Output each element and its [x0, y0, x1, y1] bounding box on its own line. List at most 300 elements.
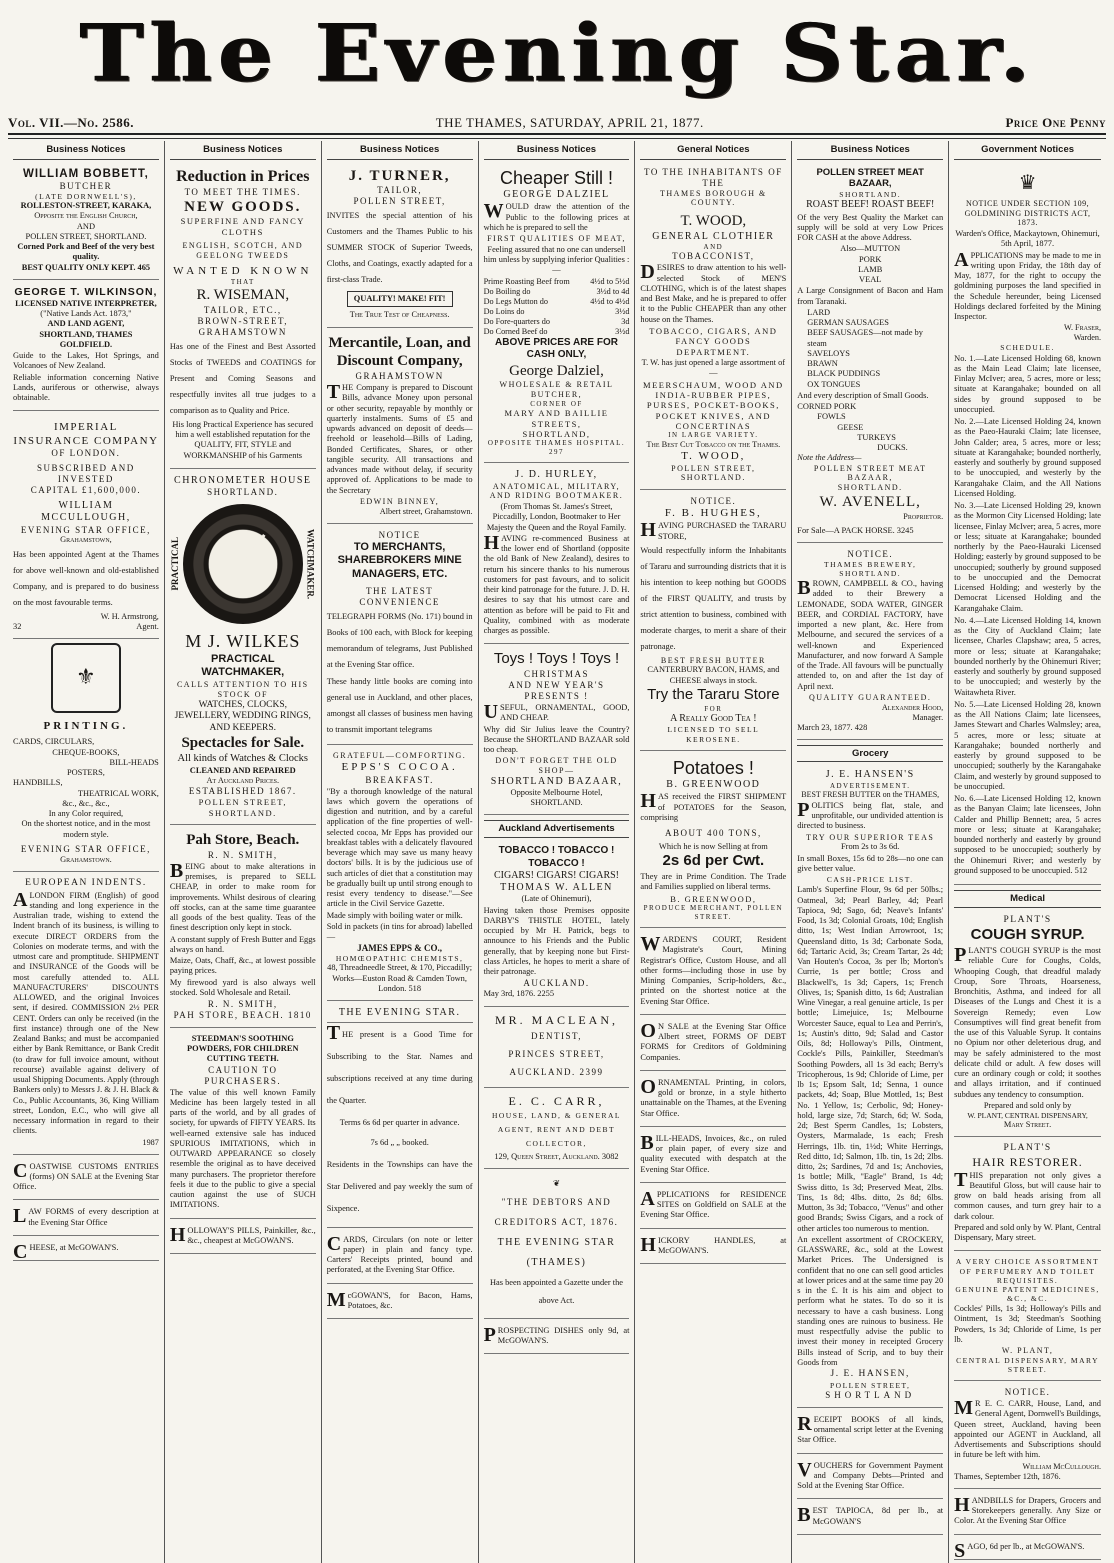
- column-7: [949, 141, 1106, 1563]
- ad-line: ("Native Lands Act. 1873,": [40, 309, 132, 319]
- ad-title: NOTICE UNDER SECTION 109, GOLDMINING DISTRICTS ACT, 1873.: [964, 198, 1091, 228]
- ad-body: In small Boxes, 15s 6d to 28s—no one can give better value.: [797, 853, 944, 873]
- ad-title: CHRONOMETER HOUSE: [174, 474, 312, 486]
- ad-title: POLLEN STREET MEAT BAZAAR,: [816, 166, 924, 190]
- ad-body: My firewood yard is also always well stocked. Sold Wholesale and Retail.: [169, 977, 316, 997]
- ad-title: Toys ! Toys ! Toys !: [493, 650, 620, 668]
- ad-title: George Dalziel,: [509, 362, 604, 379]
- ad-title: NOTICE.: [1004, 1387, 1051, 1398]
- ad-line: EDWIN BINNEY,: [359, 496, 440, 506]
- ad-maclean: [484, 1010, 630, 1089]
- ad-title: Pah Store, Beach.: [186, 832, 300, 849]
- ad-title: WANTED KNOWN: [173, 264, 313, 277]
- ad-signature: W. H. Armstrong,: [100, 611, 159, 621]
- ad-title: NOTICE.: [690, 496, 737, 507]
- ad-line: Grahamstown,: [60, 535, 112, 545]
- ad-toys: [484, 647, 630, 815]
- ad-title: J. TURNER,: [348, 167, 451, 184]
- ad-title: J. E. HANSEN,: [830, 1369, 910, 1380]
- ad-signature: W. Fraser,: [1063, 323, 1101, 333]
- ad-body: A Large Consignment of Bacon and Ham from Taranaki.: [797, 286, 944, 306]
- ad-line: CAUTION TO PURCHASERS.: [204, 1064, 282, 1086]
- ad-line: AND LAND AGENT,: [47, 319, 125, 329]
- ad-line: PAH STORE, BEACH. 1810: [173, 1010, 312, 1021]
- ad-body: WOULD draw the attention of the Public to the following prices at which he is prepared to sell the: [483, 200, 630, 232]
- price-value: 3d: [621, 316, 630, 326]
- ad-line: ROLLESTON-STREET, KARAKA,: [20, 201, 152, 211]
- ad-on-sale: [640, 1018, 786, 1071]
- ad-line: Prepared and sold only by: [983, 1100, 1072, 1110]
- ad-thames-brewery: [797, 546, 943, 740]
- ad-body: BROWN, CAMPBELL & CO., having added to their Brewery a LEMONADE, SODA WATER, GINGER BEER, and CORDIAL FACTORY, have imported a new plant, &c. Here from Melbourne, and secured the services of a well-known and Experienced Manufacturer, and now forward A Sample of the Trade. All favours will be punctually attended to, on and after the 1st day of April next.: [797, 577, 944, 691]
- column-heading: Business Notices: [484, 141, 630, 160]
- ad-line: AND: [76, 221, 95, 231]
- ad-vouchers: [797, 1457, 943, 1500]
- ad-line: PLANT'S: [1003, 914, 1052, 925]
- ad-title: M J. WILKES: [185, 631, 301, 652]
- ad-line: 129, Queen Street, Auckland. 3082: [494, 1151, 619, 1161]
- ad-line: OX TONGUES: [807, 379, 861, 389]
- ad-line: CASH-PRICE LIST.: [826, 875, 914, 885]
- ad-steedman: [170, 1031, 316, 1219]
- ad-imperial-insurance: [13, 414, 159, 638]
- ad-turner: [327, 164, 473, 328]
- ad-line: FOWLS: [817, 412, 846, 422]
- ad-line: Corned Pork and Beef of the very best quality.: [17, 242, 155, 262]
- ad-line: Mary Street.: [1003, 1120, 1052, 1130]
- ad-line: Terms 6s 6d per quarter in advance.: [339, 1117, 460, 1127]
- ad-title: THOMAS W. ALLEN: [500, 882, 613, 894]
- ad-hughes: [640, 493, 786, 751]
- ad-line: On the shortest notice, and in the most modern style.: [21, 819, 151, 839]
- ad-line: (LATE DORNWELL'S),: [35, 191, 137, 201]
- ad-line: THAMES BREWERY, SHORTLAND.: [824, 559, 917, 579]
- ad-line: HOMŒOPATHIC CHEMISTS,: [335, 954, 464, 964]
- ad-line: Albert street, Grahamstown.: [379, 506, 473, 516]
- price-row: [484, 297, 630, 307]
- ad-wiseman: [170, 164, 316, 469]
- ad-line: Note the Address—: [797, 453, 862, 463]
- ad-line: B. GREENWOOD,: [670, 893, 757, 904]
- ad-body: These handy little books are coming into general use in Auckland, and other places, amongst all classes of business men having to transmit important telegrams: [326, 676, 473, 734]
- schedule-item: No. 6.—Late Licensed Holding 12, known as the Banyan Claim; late licensees, John Calder and Phillip Bennett; area, 5 acres more or less; situate at Karangahake; bounded northerly and easterly by ground supposed to be unoccupied; southerly by the Ohinemuri River; and westerly by ground supposed to be unoccupied. 512: [954, 794, 1101, 875]
- column-heading: Government Notices: [954, 141, 1101, 160]
- column-heading: Business Notices: [13, 141, 159, 160]
- ad-title: R. WISEMAN,: [196, 287, 290, 304]
- ad-line: DON'T FORGET THE OLD SHOP—: [495, 756, 618, 776]
- dateline-bar: [8, 113, 1106, 135]
- ad-title: "THE DEBTORS AND CREDITORS ACT, 1876.: [494, 1197, 619, 1227]
- ad-title: W. AVENELL,: [819, 493, 921, 510]
- ad-potatoes: [640, 754, 786, 928]
- ad-body: BEST TAPIOCA, 8d per lb., at McGOWAN'S: [797, 1504, 944, 1527]
- column-6: [792, 141, 949, 1563]
- ad-line: FIRST QUALITIES OF MEAT,: [487, 234, 626, 244]
- ad-line: SHORTLAND.: [207, 487, 279, 498]
- column-3: [322, 141, 479, 1563]
- column-5: [635, 141, 792, 1563]
- ad-line: WHOLESALE & RETAIL BUTCHER,: [499, 380, 614, 400]
- ad-line: CORNED PORK: [797, 402, 857, 412]
- ad-line: DUCKS.: [877, 443, 908, 453]
- ad-body: Has one of the Finest and Best Assorted Stocks of TWEEDS and COATINGS for Present and Coming Seasons and respectfully invites all true judges to a comparison as to Quality and Price.: [169, 342, 316, 415]
- column-heading: Business Notices: [170, 141, 316, 160]
- ad-title: MR. MACLEAN,: [494, 1012, 618, 1027]
- ad-line: SHORTLAND,: [522, 429, 591, 440]
- ad-line: March 23, 1877. 428: [797, 722, 868, 732]
- price-row: [484, 317, 630, 327]
- ad-body: Guide to the Lakes, Hot Springs, and Volcanoes of New Zealand.: [13, 351, 159, 371]
- ad-body: Why did Sir Julius leave the Country? Because the SHORTLAND BAZAAR sold too cheap.: [483, 724, 630, 755]
- ad-dalziel: [484, 164, 630, 464]
- ad-title: EUROPEAN INDENTS.: [25, 877, 147, 888]
- ad-line: TAILOR,: [377, 185, 423, 196]
- ad-receipt-books: [797, 1411, 943, 1454]
- column-4: [479, 141, 636, 1563]
- ad-line: The True Test of Cheapness.: [349, 310, 450, 320]
- section-heading: Auckland Advertisements: [484, 820, 630, 838]
- ad-line: TO MEET THE TIMES.: [184, 186, 301, 197]
- ad-hickory: [640, 1232, 786, 1265]
- ad-line: Warden.: [1073, 333, 1101, 343]
- price-item: Do Corned Beef do: [483, 326, 548, 336]
- meat-list: [797, 255, 943, 286]
- ad-line: 7s 6d „ „ booked.: [370, 1137, 429, 1147]
- ad-body: VOUCHERS for Government Payment and Company Debts—Printed and Sold at the Evening Star Office.: [797, 1458, 944, 1491]
- ad-line: CHRISTMAS: [523, 669, 589, 680]
- ad-line: GRAHAMSTOWN: [355, 371, 444, 382]
- ad-line: TRY OUR SUPERIOR TEAS: [806, 832, 935, 842]
- ad-line: PRINCES STREET,: [508, 1049, 605, 1060]
- ad-line: PLANT'S: [1003, 1143, 1052, 1154]
- ad-body: LAW FORMS of every description at the Evening Star Office: [13, 1205, 159, 1228]
- ad-line: (Late of Ohinemuri),: [521, 894, 592, 904]
- ad-body: Having taken those Premises opposite DARBY'S THISTLE HOTEL, lately occupied by Mr H. Patrick, begs to announce to his Friends and the Public generally, that by keeping none but First-class Articles, he hopes to merit a share of their patronage.: [483, 905, 630, 977]
- ad-line: POLLEN STREET,: [829, 1380, 911, 1390]
- ad-line: POLLEN STREET, SHORTLAND.: [198, 797, 287, 818]
- ad-coastwise: [13, 1158, 159, 1201]
- ad-line: Thames, September 12th, 1876.: [954, 1471, 1061, 1481]
- ad-line: POLLEN STREET,: [353, 196, 446, 207]
- ad-line: Agent.: [136, 621, 159, 631]
- ad-line: POSTERS,: [66, 768, 105, 777]
- ad-wilkinson: [13, 283, 159, 412]
- ad-line: For Sale—A PACK HORSE. 3245: [797, 525, 914, 535]
- ad-title: 2s 6d per Cwt.: [662, 852, 765, 870]
- ad-line: May 3rd, 1876. 2255: [483, 989, 555, 999]
- ad-body: Would respectfully inform the Inhabitants of Tararu and surrounding districts that it is his intention to keep nothing but GOODS of the FIRST QUALITY, and trusts by strict attention to business, combined with moderate charges, to merit a share of their patronage.: [640, 545, 787, 651]
- ad-line: TURKEYS: [857, 432, 896, 442]
- price-value: 3½d to 4d: [596, 286, 630, 296]
- ad-line: GERMAN SAUSAGES: [807, 318, 889, 328]
- ad-title: THE EVENING STAR.: [327, 1007, 473, 1023]
- ad-body: "By a thorough knowledge of the natural laws which govern the operations of digestion and nutrition, and by a careful application of the fine properties of well-selected cocoa, Mr Epps has provided our breakfast tables with a delicately flavoured beverage which may save us many heavy doctors' bills. It is by the judicious use of such articles of diet that a constitution may be gradually built up until strong enough to resist every tendency to disease."—See article in the Civil Service Gazette.: [326, 786, 473, 909]
- column-heading: General Notices: [640, 141, 786, 160]
- ad-line: Proprietor.: [903, 511, 944, 521]
- newspaper-title: The Evening Star.: [78, 7, 1036, 100]
- ad-plant-cough: [954, 912, 1101, 1138]
- ad-line: TOBACCONIST,: [672, 251, 755, 262]
- ad-line: W. PLANT, CENTRAL DISPENSARY,: [967, 1111, 1088, 1121]
- ad-line: CORNER OF: [530, 399, 583, 408]
- ad-body: RECEIPT BOOKS of all kinds, ornamental script letter at the Evening Star Office.: [797, 1412, 944, 1445]
- ad-government-notice: [954, 164, 1101, 886]
- ad-line: SCHEDULE.: [1000, 343, 1055, 353]
- ad-title: STEEDMAN'S SOOTHING POWDERS, FOR CHILDREN CUTTING TEETH.: [187, 1033, 299, 1064]
- ad-line: Opposite Melbourne Hotel, SHORTLAND.: [510, 787, 603, 808]
- ad-line: 48, Threadneedle Street, & 170, Piccadilly; Works—Euston Road & Camden Town, London. 518: [327, 963, 473, 993]
- ad-line: The Best Cut Tobacco on the Thames.: [646, 439, 781, 449]
- ad-body: HANDBILLS for Drapers, Grocers and Storekeepers generally. Any Size or Color. At the Evening Star Office: [954, 1493, 1101, 1526]
- ad-body: HAVING re-commenced Business at the lower end of Shortland (opposite the old Bank of New Zealand), desires to return his sincere thanks to his numerous customers for past favours, and to solicit their kind patronage for the future. J. D. H. desires to say that his utmost care and attention as before will be paid to Fit and Quality, combined with as moderate charges as possible.: [483, 531, 630, 636]
- ad-line: Which he is now Selling at from: [658, 842, 768, 852]
- ad-body: THIS preparation not only gives a Beautiful Gloss, but will cause hair to grow on bald heads arising from all common causes, and turn grey hair to a dark colour.: [954, 1168, 1101, 1221]
- price-row: [484, 307, 630, 317]
- ad-line: CHEQUE-BOOKS,: [52, 747, 120, 757]
- ad-line: THEATRICAL WORK,: [77, 788, 159, 798]
- ad-hansen: [797, 766, 943, 1407]
- ad-title: T. WOOD,: [680, 213, 747, 230]
- ad-body: CARDS, Circulars (on note or letter paper) in plain and fancy type. Carters' Receipts printed, bound and perforated, at the Evening Star Office.: [326, 1232, 473, 1275]
- ad-title: NOTICE: [378, 529, 421, 540]
- ad-title: PRINTING.: [43, 719, 129, 732]
- ad-line: IN LARGE VARIETY.: [668, 431, 759, 440]
- ad-title: B. GREENWOOD: [666, 779, 761, 791]
- ad-line: BEEF SAUSAGES—not made by steam: [807, 328, 923, 348]
- ad-line: BRAWN: [807, 359, 838, 369]
- ad-body: Has been appointed Agent at the Thames for above well-known and old-established Company, and is prepared to do business on the most favourable terms.: [13, 549, 159, 607]
- ad-body: (From Thomas St. James's Street, Piccadilly, London, Bootmaker to Her Majesty the Queen and the Royal Family.: [486, 502, 627, 532]
- price-value: 4½d to 5½d: [590, 276, 630, 286]
- ad-body: T. W. has just opened a large assortment of—: [641, 358, 786, 378]
- clock-icon: [183, 504, 303, 624]
- ad-body: Reliable information concerning Native Lands, auriferous or otherwise, always obtainable.: [13, 372, 159, 403]
- ad-body: ALONDON FIRM (English) of good standing and long experience in the Australian trade, wishing to extend the Indent branch of its business, is willing to execute DIRECT ORDERS from the Colonies on moderate terms, and with the utmost care and promptitude. SHIPMENT and INSURANCE of the Goods will be most carefully attended to. ALL MANUFACTURERS' DISCOUNTS ALLOWED, and the original Invoices sent, if desired. COMMISSION 2½ PER CENT. Orders can only be received (in the first instance) through one of the New Zealand Banks; and must be accompanied either by Bank Remittance, or Bank Credit (to draw for full invoice amount, without recourse) available against delivery of usual Shipping Documents. Apply (through Bankers only) to Messrs J. & J. H. Black & Co., Public Accountants, 36, King William street, London, E.C., who will give all necessary information in regard to their clients.: [13, 888, 159, 1136]
- ad-title: GENERAL CLOTHIER: [652, 230, 775, 242]
- ad-printing: [13, 717, 159, 872]
- ad-line: TAILOR, ETC.,: [203, 305, 282, 316]
- meat-item: VEAL: [859, 275, 882, 285]
- ad-telegraph-forms: [327, 527, 473, 746]
- ad-line: SAVELOYS: [807, 348, 850, 358]
- ad-body: APPLICATIONS for RESIDENCE SITES on Goldfield on SALE at the Evening Star Office.: [640, 1187, 787, 1220]
- ad-line: POLLEN STREET MEAT BAZAAR,: [813, 463, 927, 483]
- ad-line: GENUINE PATENT MEDICINES, &C., &C.: [955, 1284, 1100, 1303]
- ad-body: WARDEN'S COURT, Resident Magistrate's Court, Mining Registrar's Office, Custom House, and all other forms—including those in use by Mining Companies, Scrip-holders, &c., printed on the shortest notice at the Evening Star Office.: [640, 933, 787, 1006]
- ad-title: Cheaper Still !: [499, 167, 614, 188]
- ad-signature: William McCullough.: [1022, 1461, 1101, 1471]
- ad-body: Made simply with boiling water or milk.: [326, 910, 463, 920]
- ad-line: THAMES BOROUGH & COUNTY.: [660, 188, 767, 208]
- ad-line: Also—MUTTON: [840, 244, 901, 254]
- ad-title: TOBACCO ! TOBACCO ! TOBACCO !: [498, 845, 615, 869]
- ad-line: OF LONDON.: [51, 448, 121, 459]
- ad-body: APPLICATIONS may be made to me in writing upon Friday, the 18th day of May, 1877, for the right to occupy the goldmining purposes the land specified in the Schedule hereunder, being Licensed Holdings declared forfeited by the Mining Inspector.: [954, 248, 1101, 322]
- ad-line: AND: [703, 242, 724, 251]
- price-value: 4½d to 4½d: [590, 296, 630, 306]
- ad-title: Reduction in Prices: [176, 167, 310, 185]
- ad-body: TELEGRAPH FORMS (No. 171) bound in Books of 100 each, with Block for keeping memorandum of telegrams, Just Published at the Evening Star office.: [326, 611, 473, 669]
- schedule-item: No. 4.—Late Licensed Holding 14, known as the City of Auckland Claim; late licensee, Charles Clapshaw; area, 5 acres, more or less; situate at Karangahake; bounded northerly by the Ohinemuri River; easterly and southerly by ground supposed to be unoccupied; and westerly by the Waitawheta River.: [954, 615, 1101, 697]
- ad-number: 1987: [142, 1137, 159, 1147]
- ad-line: POLLEN STREET, SHORTLAND.: [25, 231, 147, 241]
- ad-line: SUBSCRIBED AND INVESTED: [37, 463, 135, 485]
- volume-number: Vol. VII.—No. 2586.: [8, 115, 135, 130]
- ad-line: R. N. SMITH,: [207, 999, 278, 1010]
- newspaper-columns: [8, 141, 1106, 1562]
- ad-title: GEORGE T. WILKINSON,: [14, 285, 158, 298]
- ad-body: HAVING PURCHASED the TARARU STORE,: [640, 519, 787, 542]
- ad-line: CAPITAL £1,600,000.: [30, 485, 142, 496]
- ad-body: A constant supply of Fresh Butter and Eggs always on hand.: [169, 934, 316, 954]
- ad-line: SUPERFINE AND FANCY CLOTHS: [180, 216, 305, 237]
- schedule-item: No. 1.—Late Licensed Holding 68, known as the Main Lead Claim; late licensee, Finlay McIver; area, 5 acres, more or less; situate at Karangahake; bounded on all sides by ground supposed to be unoccupied.: [954, 353, 1101, 414]
- meat-item: LAMB: [858, 264, 883, 274]
- ad-body: Cockles' Pills, 1s 3d; Holloway's Pills and Ointment, 1s 3d; Steedman's Soothing Powders, 1s 3d; Chloride of Lime, 1s per lb.: [954, 1304, 1101, 1344]
- ad-line: Opposite the English Church,: [34, 211, 138, 221]
- ad-line: ADVERTISEMENT.: [829, 781, 911, 790]
- ad-cards: [327, 1231, 473, 1284]
- ad-line: CARDS, CIRCULARS,: [13, 737, 95, 747]
- ad-body: BILL-HEADS, Invoices, &c., on ruled or plain paper, of every size and quality executed with despatch at the Evening Star Office.: [640, 1131, 787, 1174]
- ad-bobbett: [13, 164, 159, 280]
- ad-title: HAIR RESTORER.: [972, 1154, 1083, 1169]
- ad-body: DESIRES to draw attention to his well-selected Stock of MEN'S CLOTHING, which is of the latest shapes and Best Make, and he is prepared to offer it to the Public CHEAPER than any other house on the Thames.: [640, 261, 787, 324]
- ad-line: WATCHES, CLOCKS, JEWELLERY, WEDDING RINGS, AND KEEPERS.: [174, 699, 311, 733]
- ad-line: BUTCHER: [59, 180, 113, 191]
- ad-line: At Auckland Prices.: [206, 776, 280, 786]
- ad-body: USEFUL, ORNAMENTAL, GOOD, AND CHEAP.: [483, 701, 630, 724]
- ad-line: EVENING STAR OFFICE,: [20, 843, 151, 854]
- ad-line: GEESE: [837, 422, 864, 432]
- ad-line: &c., &c., &c.,: [62, 798, 110, 808]
- ad-wilkes: [170, 472, 316, 825]
- ad-line: From 2s to 3s 6d.: [841, 842, 900, 852]
- ad-line: TOBACCO, CIGARS, AND FANCY GOODS DEPARTMENT.: [649, 325, 778, 357]
- ad-title: INSURANCE COMPANY: [13, 434, 159, 447]
- ad-line: QUALITY GUARANTEED.: [809, 692, 932, 702]
- ad-title: NEW GOODS.: [184, 198, 302, 215]
- price-value: 3½d: [615, 306, 630, 316]
- ad-body: THE Company is prepared to Discount Bills, advance Money upon personal or other security, repayable by monthly or quarterly instalments. Sums of £5 and upwards advanced on deposit of deeds—freehold or leasehold—Bills of Lading, Bonded Certificates, Shares, or other tangible security. All transactions and advances made without delay, if security approved of. Applications to be made to the Secretary: [326, 381, 473, 495]
- ad-epps-cocoa: [327, 748, 473, 1001]
- ad-title: E. C. CARR,: [508, 1094, 605, 1109]
- price-item: Prime Roasting Beef from: [483, 276, 570, 286]
- ad-line: ENGLISH, SCOTCH, AND GEELONG TWEEDS: [182, 241, 304, 260]
- ad-title: Try the Tararu Store: [647, 685, 780, 703]
- ad-line: Alexander Hood,: [881, 702, 944, 712]
- royal-crest-icon: ⚜: [51, 643, 121, 713]
- ad-line: BEST FRESH BUTTER on the THAMES,: [801, 790, 940, 800]
- ad-title: Mercantile, Loan, and Discount Company,: [328, 334, 471, 370]
- price-item: Do Legs Mutton do: [483, 296, 548, 306]
- column-1: [8, 141, 165, 1563]
- ad-perfumery: [954, 1254, 1101, 1381]
- ad-title: J. E. HANSEN'S: [825, 769, 915, 781]
- ad-body: ON SALE at the Evening Star Office Albert street, FORMS OF DEBT FORMS for Creditors of Goldmining Companies.: [640, 1019, 787, 1062]
- column-heading: Business Notices: [797, 141, 943, 160]
- ad-line: All kinds of Watches & Clocks: [177, 753, 309, 765]
- ad-line: ANATOMICAL, MILITARY, AND RIDING BOOTMAKER.: [489, 481, 624, 501]
- price-row: [484, 287, 630, 297]
- price-row: [484, 327, 630, 337]
- ad-title: IMPERIAL: [53, 421, 118, 434]
- ad-line: A Really Good Tea !: [670, 713, 757, 725]
- ad-line: PRACTICAL: [169, 537, 180, 591]
- ad-line: MARY AND BAILLIE STREETS,: [504, 408, 609, 429]
- ad-body: McGOWAN'S, for Bacon, Hams, Potatoes, &c.: [326, 1288, 473, 1311]
- ad-title: WILLIAM BOBBETT,: [22, 167, 149, 180]
- ad-carr-notice: [954, 1384, 1101, 1489]
- schedule-list: [954, 354, 1101, 877]
- ad-body: SAGO, 6d per lb., at McGOWAN'S.: [954, 1539, 1085, 1562]
- header-rule: [8, 138, 1106, 139]
- ad-body: MR E. C. CARR, House, Land, and General Agent, Dornwell's Buildings, Queen street, Auckland, having been appointed our AGENT in Auckland, all Advertisements and Subscriptions should in future be left with him.: [954, 1397, 1101, 1460]
- ad-line: ABOVE PRICES ARE FOR CASH ONLY,: [495, 336, 618, 361]
- ad-line: GRATEFUL—COMFORTING.: [332, 751, 467, 761]
- ad-line: CIGARS! CIGARS! CIGARS!: [493, 870, 619, 882]
- ad-body: His long Practical Experience has secured him a well established reputation for the QUALITY, FIT, STYLE and WORKMANSHIP of his Garments: [172, 419, 314, 460]
- ad-title: T. WOOD,: [681, 450, 746, 463]
- ad-line: AND NEW YEAR'S PRESENTS !: [508, 680, 605, 702]
- ad-allen: [484, 842, 630, 1007]
- masthead: [0, 0, 1114, 112]
- ad-european-indents: [13, 875, 159, 1155]
- schedule-item: No. 3.—Late Licensed Holding 29, known as the Mormon City Licensed Holding; late licensee, Finlay McIver; area, 5 acres, more or less; situate at Karangahake; bounded northerly by the Paeo-Hauraki Licensed Holding; easterly by ground supposed to be unoccupied; southerly by ground supposed to be unoccupied and the Democrat Licensed Holding; and westerly by the Democrat Licensed Holding and the Karangahake Claim.: [954, 501, 1101, 613]
- ad-body: HAS received the FIRST SHIPMENT of POTATOES for the Season, comprising: [640, 790, 787, 822]
- ad-line: BILL-HEADS: [109, 757, 159, 767]
- ad-line: BROWN-STREET, GRAHAMSTOWN: [197, 316, 289, 338]
- ad-line: SHORTLAND: [825, 1389, 916, 1400]
- ad-line: WATCHMAKER.: [305, 529, 316, 600]
- ad-line: CENTRAL DISPENSARY, MARY STREET.: [956, 1355, 1100, 1374]
- ad-body: The value of this well known Family Medicine has been largely tested in all parts of the world, and by all grades of society, for upwards of FIFTY YEARS. Its well-earned extensive sale has induced SPURIOUS IMITATIONS, which in OUTWARD APPEARANCE so closely resemble the original as to have deceived many purchasers. The proprietor therefore feels it due to the public to give a special caution against the use of SUCH IMITATIONS.: [169, 1087, 316, 1210]
- ad-line: GEORGE DALZIEL: [503, 189, 610, 201]
- section-heading: Grocery: [797, 745, 943, 763]
- ad-line: BREAKFAST.: [365, 774, 434, 785]
- ad-title: COUGH SYRUP.: [970, 926, 1085, 944]
- issue-date: THE THAMES, SATURDAY, APRIL 21, 1877.: [435, 115, 704, 130]
- ad-line: Manager.: [912, 712, 944, 722]
- ad-ornamental: [640, 1074, 786, 1127]
- ad-meat-bazaar: [797, 164, 943, 543]
- ad-line: CLEANED AND REPAIRED: [189, 765, 296, 775]
- ad-mcgowan-bacon: [327, 1287, 473, 1320]
- ad-body: Prepared and sold only by W. Plant, Central Dispensary, Mary street.: [954, 1222, 1101, 1243]
- ad-body: Has been appointed a Gazette under the above Act.: [489, 1277, 623, 1306]
- ad-cheese: [13, 1239, 159, 1261]
- ad-body: CHEESE, at McGOWAN'S.: [13, 1240, 119, 1263]
- ad-line: In any Color required,: [48, 809, 124, 818]
- ad-sago: [954, 1538, 1101, 1560]
- ad-body: INVITES the special attention of his Customers and the Thames Public to his SUMMER STOCK of Superior Tweeds, Cloths, and Coatings, exactly adapted for a first-class Trade.: [326, 211, 473, 285]
- ad-applications: [640, 1186, 786, 1229]
- price-item: Do Boiling do: [483, 286, 531, 296]
- ad-line: BEST FRESH BUTTER: [660, 655, 766, 665]
- ad-title: SHORTLAND BAZAAR,: [490, 775, 623, 787]
- ad-body: COASTWISE CUSTOMS ENTRIES (forms) ON SALE at the Evening Star Office.: [13, 1159, 159, 1192]
- ad-line: ESTABLISHED 1867.: [188, 786, 297, 797]
- ad-line: SHORTLAND.: [837, 483, 903, 493]
- ad-line: WILLIAM MCCULLOUGH,: [41, 500, 131, 524]
- ad-body: ORNAMENTAL Printing, in colors, gold or bronze, in a style hitherto unattainable on the Thames, at the Evening Star Office.: [640, 1075, 787, 1118]
- ad-line: THE LATEST CONVENIENCE: [359, 585, 440, 607]
- ad-line: QUALITY! MAKE! FIT!: [347, 291, 453, 307]
- ad-body: They are in Prime Condition. The Trade and Families supplied on liberal terms.: [640, 872, 787, 892]
- ad-line: HOUSE, LAND, & GENERAL AGENT, RENT AND DEBT COLLECTOR,: [491, 1110, 622, 1149]
- schedule-item: No. 2.—Late Licensed Holding 24, known as the Paeo-Hauraki Claim; late licensee, John Calder; area, 5 acres, more or less; situate at Karangahake; bounded northerly, easterly and southerly by ground supposed to be unoccupied, and westerly by the Karangahake Claim, and the All Nations Licensed Holding.: [954, 417, 1101, 498]
- ad-body: Feeling assured that no one can undersell him unless by supplying inferior Qualities :—: [483, 244, 630, 275]
